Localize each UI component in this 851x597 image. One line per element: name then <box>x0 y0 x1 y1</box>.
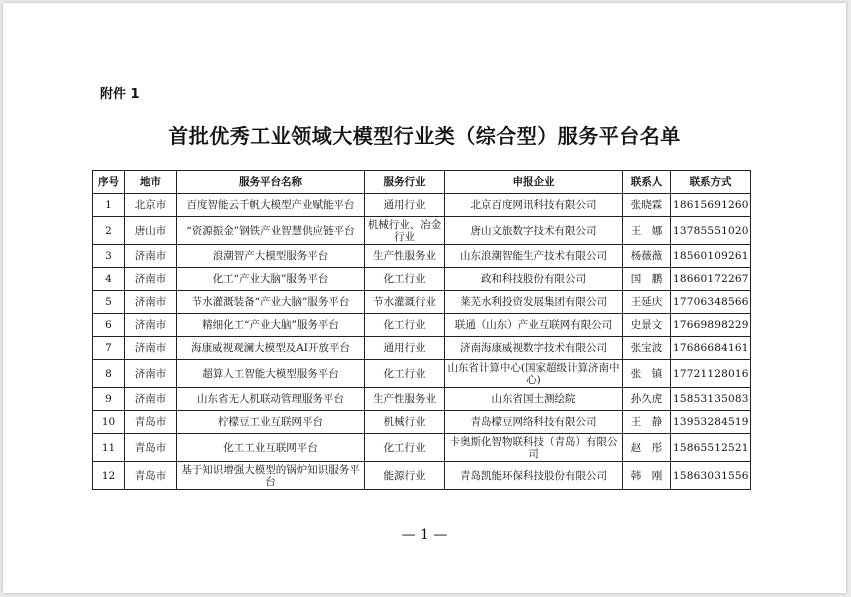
cell-industry: 化工行业 <box>365 434 445 462</box>
cell-phone: 18660172267 <box>671 268 751 291</box>
cell-contact: 国 鹏 <box>623 268 671 291</box>
cell-contact: 孙久虎 <box>623 388 671 411</box>
cell-platform: 化工“产业大脑”服务平台 <box>177 268 365 291</box>
cell-company: 唐山文旅数字技术有限公司 <box>445 217 623 245</box>
cell-platform: 海康威视观澜大模型及AI开放平台 <box>177 337 365 360</box>
cell-company: 联通（山东）产业互联网有限公司 <box>445 314 623 337</box>
table-row <box>93 337 751 360</box>
cell-phone: 13953284519 <box>671 411 751 434</box>
cell-platform: 浪潮智产大模型服务平台 <box>177 245 365 268</box>
cell-no: 1 <box>93 194 125 217</box>
cell-company: 政和科技股份有限公司 <box>445 268 623 291</box>
document-title: 首批优秀工业领域大模型行业类（综合型）服务平台名单 <box>168 124 681 148</box>
cell-contact: 张 镇 <box>623 360 671 388</box>
cell-phone: 18615691260 <box>671 194 751 217</box>
cell-company: 青岛凯能环保科技股份有限公司 <box>445 462 623 490</box>
cell-phone: 13785551020 <box>671 217 751 245</box>
table-row <box>93 411 751 434</box>
table-row <box>93 314 751 337</box>
cell-city: 青岛市 <box>125 411 177 434</box>
cell-company: 北京百度网讯科技有限公司 <box>445 194 623 217</box>
cell-contact: 赵 彤 <box>623 434 671 462</box>
cell-phone: 17706348566 <box>671 291 751 314</box>
table-row <box>93 245 751 268</box>
cell-no: 3 <box>93 245 125 268</box>
header-phone: 联系方式 <box>671 171 751 194</box>
cell-platform: 节水灌溉装备“产业大脑”服务平台 <box>177 291 365 314</box>
cell-industry: 化工行业 <box>365 360 445 388</box>
cell-no: 5 <box>93 291 125 314</box>
cell-phone: 18560109261 <box>671 245 751 268</box>
table-row <box>93 462 751 490</box>
cell-platform: “资源振金”钢铁产业智慧供应链平台 <box>177 217 365 245</box>
table-row <box>93 388 751 411</box>
cell-phone: 17669898229 <box>671 314 751 337</box>
table-row <box>93 194 751 217</box>
cell-company: 卡奥斯化智物联科技（青岛）有限公司 <box>445 434 623 462</box>
cell-platform: 基于知识增强大模型的锅炉知识服务平台 <box>177 462 365 490</box>
cell-no: 10 <box>93 411 125 434</box>
page-number: — 1 — <box>401 527 448 543</box>
cell-company: 山东省国土测绘院 <box>445 388 623 411</box>
cell-phone: 17686684161 <box>671 337 751 360</box>
cell-no: 2 <box>93 217 125 245</box>
cell-industry: 节水灌溉行业 <box>365 291 445 314</box>
cell-city: 唐山市 <box>125 217 177 245</box>
cell-company: 青岛檬豆网络科技有限公司 <box>445 411 623 434</box>
cell-city: 济南市 <box>125 314 177 337</box>
cell-phone: 15865512521 <box>671 434 751 462</box>
cell-city: 济南市 <box>125 245 177 268</box>
cell-city: 青岛市 <box>125 434 177 462</box>
cell-industry: 化工行业 <box>365 314 445 337</box>
cell-company: 山东浪潮智能生产技术有限公司 <box>445 245 623 268</box>
document-page <box>3 3 846 593</box>
cell-no: 6 <box>93 314 125 337</box>
cell-no: 7 <box>93 337 125 360</box>
cell-no: 12 <box>93 462 125 490</box>
cell-contact: 王 静 <box>623 411 671 434</box>
cell-industry: 机械行业 <box>365 411 445 434</box>
cell-city: 青岛市 <box>125 462 177 490</box>
cell-industry: 能源行业 <box>365 462 445 490</box>
cell-phone: 17721128016 <box>671 360 751 388</box>
cell-city: 北京市 <box>125 194 177 217</box>
cell-platform: 柠檬豆工业互联网平台 <box>177 411 365 434</box>
cell-company: 济南海康威视数字技术有限公司 <box>445 337 623 360</box>
table-row <box>93 268 751 291</box>
cell-no: 8 <box>93 360 125 388</box>
table-row <box>93 291 751 314</box>
cell-city: 济南市 <box>125 291 177 314</box>
cell-city: 济南市 <box>125 360 177 388</box>
cell-industry: 生产性服务业 <box>365 388 445 411</box>
cell-no: 9 <box>93 388 125 411</box>
cell-industry: 生产性服务业 <box>365 245 445 268</box>
table-row <box>93 217 751 245</box>
cell-contact: 杨薇薇 <box>623 245 671 268</box>
cell-platform: 化工工业互联网平台 <box>177 434 365 462</box>
cell-industry: 机械行业、冶金行业 <box>365 217 445 245</box>
platform-list-table <box>92 170 751 490</box>
cell-platform: 精细化工“产业大脑”服务平台 <box>177 314 365 337</box>
cell-contact: 张宝波 <box>623 337 671 360</box>
header-city: 地市 <box>125 171 177 194</box>
cell-company: 莱芜水利投资发展集团有限公司 <box>445 291 623 314</box>
cell-phone: 15863031556 <box>671 462 751 490</box>
cell-contact: 史景文 <box>623 314 671 337</box>
attachment-label: 附件 1 <box>100 87 140 102</box>
cell-no: 4 <box>93 268 125 291</box>
cell-contact: 韩 刚 <box>623 462 671 490</box>
cell-platform: 超算人工智能大模型服务平台 <box>177 360 365 388</box>
cell-contact: 张晓霖 <box>623 194 671 217</box>
cell-city: 济南市 <box>125 337 177 360</box>
header-no: 序号 <box>93 171 125 194</box>
header-company: 申报企业 <box>445 171 623 194</box>
header-platform: 服务平台名称 <box>177 171 365 194</box>
cell-industry: 化工行业 <box>365 268 445 291</box>
cell-platform: 山东省无人机联动管理服务平台 <box>177 388 365 411</box>
table-row <box>93 434 751 462</box>
cell-city: 济南市 <box>125 388 177 411</box>
cell-industry: 通用行业 <box>365 337 445 360</box>
cell-contact: 王 娜 <box>623 217 671 245</box>
cell-phone: 15853135083 <box>671 388 751 411</box>
cell-platform: 百度智能云千帆大模型产业赋能平台 <box>177 194 365 217</box>
cell-company: 山东省计算中心(国家超级计算济南中心) <box>445 360 623 388</box>
table-row <box>93 360 751 388</box>
table-header-row <box>93 171 751 194</box>
header-contact: 联系人 <box>623 171 671 194</box>
header-industry: 服务行业 <box>365 171 445 194</box>
cell-industry: 通用行业 <box>365 194 445 217</box>
cell-no: 11 <box>93 434 125 462</box>
cell-contact: 王延庆 <box>623 291 671 314</box>
cell-city: 济南市 <box>125 268 177 291</box>
